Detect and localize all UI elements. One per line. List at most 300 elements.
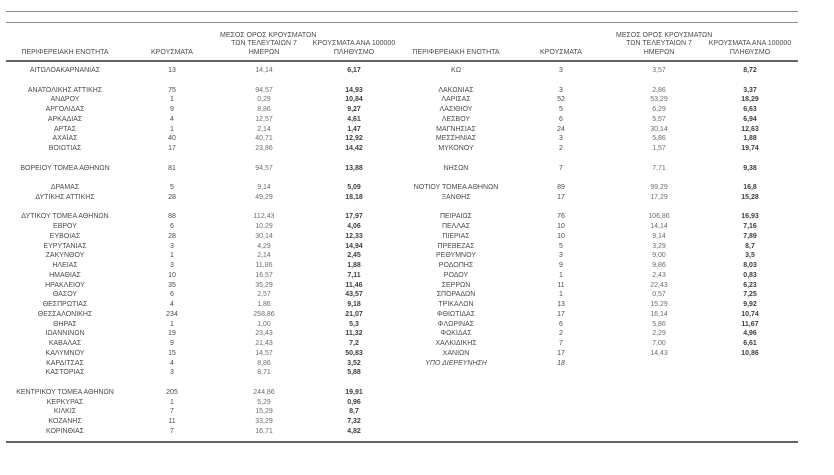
- table-row: [406, 105, 798, 115]
- per100k-cell: 6,63: [743, 106, 757, 113]
- cases-cell: 4: [170, 359, 174, 367]
- avg7-cell: 5,86: [652, 320, 666, 328]
- region-cell: ΑΡΤΑΣ: [53, 125, 77, 133]
- table-row: [6, 329, 400, 339]
- table-row: [6, 134, 400, 144]
- table-row: [406, 261, 798, 271]
- region-cell: ΧΑΝΙΩΝ: [442, 349, 470, 357]
- per100k-cell: 4,06: [347, 223, 361, 230]
- per100k-cell: 4,96: [743, 330, 757, 338]
- region-cell: ΧΑΛΚΙΔΙΚΗΣ: [435, 340, 477, 347]
- per100k-cell: 17,97: [345, 213, 363, 221]
- table-row: [406, 86, 798, 96]
- region-cell: ΚΑΛΥΜΝΟΥ: [45, 349, 85, 357]
- table-header-row: [6, 28, 400, 60]
- per100k-cell: 1,47: [347, 125, 361, 133]
- per100k-cell: 14,94: [345, 242, 363, 250]
- region-cell: ΘΕΣΠΡΩΤΙΑΣ: [42, 301, 88, 308]
- avg7-cell: 30,14: [650, 125, 668, 133]
- per100k-cell: 4,61: [347, 115, 361, 123]
- region-cell: ΗΡΑΚΛΕΙΟΥ: [45, 281, 85, 289]
- cases-cell: 18: [557, 359, 565, 367]
- table-row: [6, 105, 400, 115]
- table-row: [6, 320, 400, 330]
- table-row: [6, 164, 400, 174]
- table-row: [6, 417, 400, 427]
- per100k-cell: 19,74: [741, 145, 759, 152]
- cases-cell: 28: [168, 193, 176, 201]
- region-cell: ΦΩΚΙΔΑΣ: [440, 330, 472, 338]
- table-row: [6, 261, 400, 271]
- cases-cell: 81: [168, 164, 176, 172]
- table-left-pane: [6, 28, 400, 437]
- top-border-line: [6, 11, 798, 12]
- avg7-cell: 11,86: [255, 262, 273, 269]
- header-per100k-line2: ΠΛΗΘΥΣΜΟ: [333, 48, 375, 56]
- avg7-cell: 8,86: [257, 359, 271, 367]
- cases-cell: 17: [168, 145, 176, 152]
- avg7-cell: 0,29: [257, 96, 271, 104]
- per100k-cell: 10,86: [741, 349, 759, 357]
- cases-cell: 24: [557, 125, 565, 133]
- avg7-cell: 14,14: [255, 67, 273, 74]
- cases-cell: 3: [559, 135, 563, 143]
- cases-cell: 89: [557, 184, 565, 191]
- avg7-cell: 5,86: [652, 135, 666, 143]
- per100k-cell: 12,92: [345, 135, 363, 143]
- cases-cell: 234: [166, 310, 178, 318]
- cases-cell: 9: [559, 262, 563, 269]
- avg7-cell: 23,86: [255, 145, 273, 152]
- per100k-cell: [308, 378, 400, 388]
- cases-cell: 205: [166, 388, 178, 396]
- avg7-cell: 15,29: [255, 408, 273, 416]
- cases-cell: 9: [170, 340, 174, 347]
- per100k-cell: 3,52: [347, 359, 361, 367]
- region-cell: ΣΠΟΡΑΔΩΝ: [436, 291, 476, 299]
- per100k-cell: 10,84: [345, 96, 363, 104]
- table-row: [406, 320, 798, 330]
- header-avg7-line2: ΤΩΝ ΤΕΛΕΥΤΑΙΩΝ 7: [626, 40, 692, 47]
- cases-cell: 1: [170, 125, 174, 133]
- avg7-cell: 40,71: [255, 135, 273, 143]
- header-per100k-line1: ΚΡΟΥΣΜΑΤΑ ΑΝΑ 100000: [708, 40, 792, 47]
- per100k-cell: 3,37: [743, 86, 757, 94]
- table-row-spacer: [6, 154, 400, 164]
- table-row: [406, 339, 798, 349]
- table-row: [6, 212, 400, 222]
- avg7-cell: 16,14: [650, 310, 668, 318]
- table-row: [406, 222, 798, 232]
- header-avg7-line1: ΜΕΣΟΣ ΟΡΟΣ ΚΡΟΥΣΜΑΤΩΝ: [220, 31, 317, 39]
- avg7-cell: 12,57: [255, 115, 273, 123]
- table-row: [406, 232, 798, 242]
- per100k-cell: 6,17: [347, 67, 361, 74]
- per100k-cell: [308, 154, 400, 164]
- cases-cell: [506, 76, 616, 86]
- region-cell: ΖΑΚΥΝΘΟΥ: [45, 252, 85, 260]
- avg7-cell: 2,86: [652, 86, 666, 94]
- per100k-cell: 6,61: [743, 340, 757, 347]
- region-cell: ΛΑΚΩΝΙΑΣ: [438, 86, 474, 94]
- cases-cell: [124, 154, 220, 164]
- cases-cell: 52: [557, 96, 565, 104]
- region-cell: ΙΩΑΝΝΙΝΩΝ: [45, 330, 85, 338]
- table-row-spacer: [406, 173, 798, 183]
- region-cell: ΒΟΙΩΤΙΑΣ: [48, 145, 82, 152]
- cases-cell: [124, 378, 220, 388]
- cases-cell: 3: [170, 262, 174, 269]
- avg7-cell: 112,43: [253, 213, 275, 221]
- table-row: [406, 115, 798, 125]
- avg7-cell: [616, 173, 702, 183]
- per100k-cell: 11,67: [741, 320, 759, 328]
- table-row-spacer: [406, 154, 798, 164]
- avg7-cell: 22,43: [650, 281, 668, 289]
- per100k-cell: 16,8: [743, 184, 757, 191]
- cases-cell: 7: [170, 427, 174, 435]
- per100k-cell: 8,7: [745, 242, 755, 250]
- table-row: [406, 329, 798, 339]
- table-row: [6, 125, 400, 135]
- per100k-cell: 1,88: [743, 135, 757, 143]
- avg7-cell: 21,43: [255, 340, 273, 347]
- header-cases: ΚΡΟΥΣΜΑΤΑ: [540, 48, 582, 56]
- region-cell: ΠΡΕΒΕΖΑΣ: [437, 242, 475, 250]
- region-cell: ΡΟΔΟΥ: [443, 271, 469, 279]
- avg7-cell: 9,00: [652, 252, 666, 260]
- table-row: [6, 290, 400, 300]
- avg7-cell: 9,86: [652, 262, 666, 269]
- region-cell: ΑΙΤΩΛΟΑΚΑΡΝΑΝΙΑΣ: [29, 67, 101, 74]
- table-row: [6, 359, 400, 369]
- avg7-cell: [220, 173, 308, 183]
- bottom-border-line: [6, 441, 798, 443]
- region-cell: ΡΕΘΥΜΝΟΥ: [435, 252, 476, 260]
- avg7-cell: 2,14: [257, 125, 271, 133]
- region-cell: ΑΝΔΡΟΥ: [50, 96, 80, 104]
- table-row: [6, 86, 400, 96]
- avg7-cell: 99,29: [650, 184, 668, 191]
- avg7-cell: 49,29: [255, 193, 273, 201]
- avg7-cell: 2,14: [257, 252, 271, 260]
- region-cell: ΜΕΣΣΗΝΙΑΣ: [435, 135, 477, 143]
- table-row: [406, 66, 798, 76]
- region-cell: ΚΑΣΤΟΡΙΑΣ: [45, 369, 85, 377]
- avg7-cell: 94,57: [255, 164, 273, 172]
- per100k-cell: 18,18: [345, 193, 363, 201]
- per100k-cell: [702, 203, 798, 213]
- region-cell: ΛΕΣΒΟΥ: [441, 115, 471, 123]
- cases-cell: 1: [559, 271, 563, 279]
- avg7-cell: 1,86: [257, 301, 271, 308]
- per100k-cell: [702, 173, 798, 183]
- avg7-cell: 9,14: [257, 184, 271, 191]
- per100k-cell: 9,92: [743, 301, 757, 308]
- region-cell: ΔΥΤΙΚΗΣ ΑΤΤΙΚΗΣ: [35, 193, 95, 201]
- per100k-cell: 7,2: [349, 340, 359, 347]
- region-cell: ΥΠΟ ΔΙΕΡΕΥΝΗΣΗ: [425, 359, 487, 367]
- region-cell: ΚΟΡΙΝΘΙΑΣ: [46, 427, 84, 435]
- table-header-row: [406, 28, 798, 60]
- cases-cell: 1: [170, 252, 174, 260]
- avg7-cell: 2,57: [257, 291, 271, 299]
- table-row: [406, 310, 798, 320]
- table-row: [6, 193, 400, 203]
- region-cell: [6, 173, 124, 183]
- cases-cell: 6: [170, 223, 174, 230]
- region-cell: ΑΝΑΤΟΛΙΚΗΣ ΑΤΤΙΚΗΣ: [27, 86, 103, 94]
- region-cell: ΜΥΚΟΝΟΥ: [438, 145, 474, 152]
- avg7-cell: 7,71: [652, 164, 666, 172]
- per100k-cell: 8,72: [743, 67, 757, 74]
- cases-cell: 7: [559, 340, 563, 347]
- header-per100k: [702, 40, 798, 60]
- cases-cell: 3: [170, 242, 174, 250]
- cases-cell: 10: [168, 271, 176, 279]
- region-cell: ΠΕΛΛΑΣ: [441, 223, 471, 230]
- avg7-cell: 106,86: [648, 213, 670, 221]
- table-row: [6, 300, 400, 310]
- region-cell: ΦΛΩΡΙΝΑΣ: [437, 320, 475, 328]
- region-cell: ΚΑΡΔΙΤΣΑΣ: [46, 359, 84, 367]
- avg7-cell: [616, 154, 702, 164]
- region-cell: [406, 154, 506, 164]
- avg7-cell: 30,14: [255, 232, 273, 240]
- cases-cell: 17: [557, 349, 565, 357]
- per100k-cell: 43,57: [345, 291, 363, 299]
- table-row: [6, 251, 400, 261]
- region-cell: ΚΕΝΤΡΙΚΟΥ ΤΟΜΕΑ ΑΘΗΝΩΝ: [16, 388, 114, 396]
- table-row: [6, 349, 400, 359]
- table-row: [406, 281, 798, 291]
- region-cell: ΒΟΡΕΙΟΥ ΤΟΜΕΑ ΑΘΗΝΩΝ: [20, 164, 110, 172]
- region-cell: ΚΑΒΑΛΑΣ: [48, 340, 82, 347]
- region-cell: ΚΟΖΑΝΗΣ: [48, 418, 82, 425]
- table-row: [6, 242, 400, 252]
- region-cell: ΝΗΣΩΝ: [443, 164, 469, 172]
- table-row: [406, 290, 798, 300]
- region-cell: [406, 76, 506, 86]
- avg7-cell: [616, 359, 702, 369]
- cases-cell: 5: [559, 106, 563, 113]
- cases-cell: 6: [559, 115, 563, 123]
- header-avg7-line3: ΗΜΕΡΩΝ: [248, 48, 280, 56]
- table-row-spacer: [406, 203, 798, 213]
- avg7-cell: 2,29: [652, 330, 666, 338]
- per100k-cell: 11,32: [345, 330, 363, 338]
- region-cell: [6, 378, 124, 388]
- cases-cell: 10: [557, 223, 565, 230]
- avg7-cell: 258,86: [253, 310, 275, 318]
- avg7-cell: 3,57: [652, 67, 666, 74]
- avg7-cell: 4,29: [257, 242, 271, 250]
- header-per100k-line1: ΚΡΟΥΣΜΑΤΑ ΑΝΑ 100000: [312, 40, 396, 47]
- per100k-cell: 1,88: [347, 262, 361, 269]
- cases-cell: 88: [168, 213, 176, 221]
- cases-cell: 4: [170, 301, 174, 308]
- header-avg7-line3: ΗΜΕΡΩΝ: [643, 48, 675, 56]
- avg7-cell: 0,57: [652, 291, 666, 299]
- avg7-cell: 1,00: [257, 320, 271, 328]
- header-per100k: [308, 40, 400, 60]
- table-row: [6, 115, 400, 125]
- avg7-cell: [616, 203, 702, 213]
- per100k-cell: 11,46: [345, 281, 363, 289]
- region-cell: ΘΕΣΣΑΛΟΝΙΚΗΣ: [37, 310, 93, 318]
- avg7-cell: 94,57: [255, 86, 273, 94]
- cases-cell: 6: [559, 320, 563, 328]
- avg7-cell: 17,29: [650, 193, 668, 201]
- region-cell: ΑΧΑΪΑΣ: [52, 135, 78, 143]
- per100k-cell: 0,83: [743, 271, 757, 279]
- cases-cell: 5: [559, 242, 563, 250]
- region-cell: ΝΟΤΙΟΥ ΤΟΜΕΑ ΑΘΗΝΩΝ: [413, 184, 499, 191]
- header-avg7-line1: ΜΕΣΟΣ ΟΡΟΣ ΚΡΟΥΣΜΑΤΩΝ: [616, 31, 713, 39]
- avg7-cell: 14,57: [255, 349, 273, 357]
- region-cell: ΕΥΒΟΙΑΣ: [49, 232, 81, 240]
- region-cell: ΚΕΡΚΥΡΑΣ: [46, 398, 84, 406]
- region-cell: ΘΑΣΟΥ: [52, 291, 78, 299]
- region-cell: ΑΡΓΟΛΙΔΑΣ: [45, 106, 85, 113]
- avg7-cell: [220, 154, 308, 164]
- table-row: [406, 125, 798, 135]
- region-cell: ΚΙΛΚΙΣ: [53, 408, 77, 416]
- cases-cell: [124, 203, 220, 213]
- per100k-cell: [702, 76, 798, 86]
- cases-cell: 7: [559, 164, 563, 172]
- table-row: [406, 183, 798, 193]
- cases-cell: 76: [557, 213, 565, 221]
- table-row: [6, 232, 400, 242]
- cases-cell: 17: [557, 193, 565, 201]
- table-row: [6, 281, 400, 291]
- avg7-cell: [220, 378, 308, 388]
- cases-cell: 1: [170, 320, 174, 328]
- region-cell: ΞΑΝΘΗΣ: [441, 193, 471, 201]
- cases-cell: 17: [557, 310, 565, 318]
- per100k-cell: 13,88: [345, 164, 363, 172]
- table-row: [6, 144, 400, 154]
- region-cell: ΑΡΚΑΔΙΑΣ: [47, 115, 83, 123]
- per100k-cell: 16,93: [741, 213, 759, 221]
- table-row: [6, 222, 400, 232]
- cases-cell: 7: [170, 408, 174, 416]
- cases-cell: 1: [170, 96, 174, 104]
- table-row: [406, 193, 798, 203]
- table-row: [6, 407, 400, 417]
- cases-cell: 1: [170, 398, 174, 406]
- region-cell: [406, 173, 506, 183]
- avg7-cell: 7,00: [652, 340, 666, 347]
- cases-cell: [506, 154, 616, 164]
- per100k-cell: 5,09: [347, 184, 361, 191]
- avg7-cell: 53,29: [650, 96, 668, 104]
- cases-cell: 3: [559, 86, 563, 94]
- per100k-cell: 3,5: [745, 252, 755, 260]
- region-cell: [6, 154, 124, 164]
- per100k-cell: 5,3: [349, 320, 359, 328]
- region-cell: ΡΟΔΟΠΗΣ: [438, 262, 474, 269]
- per100k-cell: 4,82: [347, 427, 361, 435]
- per100k-cell: [308, 76, 400, 86]
- avg7-cell: 10,29: [255, 223, 273, 230]
- cases-cell: 9: [170, 106, 174, 113]
- per100k-cell: 7,11: [347, 271, 361, 279]
- avg7-cell: 5,57: [652, 115, 666, 123]
- table-row: [406, 242, 798, 252]
- avg7-cell: 9,14: [652, 232, 666, 240]
- region-cell: ΛΑΡΙΣΑΣ: [441, 96, 471, 104]
- cases-cell: 19: [168, 330, 176, 338]
- cases-cell: 35: [168, 281, 176, 289]
- per100k-cell: 6,23: [743, 281, 757, 289]
- table-row: [406, 212, 798, 222]
- cases-cell: [124, 76, 220, 86]
- avg7-cell: 8,71: [257, 369, 271, 377]
- avg7-cell: 16,57: [255, 271, 273, 279]
- region-cell: ΘΗΡΑΣ: [53, 320, 77, 328]
- avg7-cell: 5,29: [257, 398, 271, 406]
- region-cell: ΔΥΤΙΚΟΥ ΤΟΜΕΑ ΑΘΗΝΩΝ: [21, 213, 109, 221]
- table-row: [6, 388, 400, 398]
- per100k-cell: [308, 173, 400, 183]
- region-cell: ΠΕΙΡΑΙΩΣ: [440, 213, 472, 221]
- table-row-spacer: [6, 76, 400, 86]
- header-avg7: [616, 31, 713, 61]
- table-row: [6, 368, 400, 378]
- header-avg7-line2: ΤΩΝ ΤΕΛΕΥΤΑΙΩΝ 7: [231, 40, 297, 47]
- per100k-cell: 8,7: [349, 408, 359, 416]
- per100k-cell: 6,94: [743, 115, 757, 123]
- avg7-cell: 16,71: [255, 427, 273, 435]
- table-row: [6, 427, 400, 437]
- region-cell: ΕΥΡΥΤΑΝΙΑΣ: [43, 242, 87, 250]
- cases-cell: 2: [559, 330, 563, 338]
- avg7-cell: 35,29: [255, 281, 273, 289]
- per100k-cell: 9,27: [347, 106, 361, 113]
- per100k-cell: 2,45: [347, 252, 361, 260]
- avg7-cell: 14,14: [650, 223, 668, 230]
- table-row: [406, 144, 798, 154]
- per100k-cell: [702, 359, 798, 369]
- per100k-cell: 18,29: [741, 96, 759, 104]
- cases-cell: 40: [168, 135, 176, 143]
- region-cell: ΕΒΡΟΥ: [53, 223, 77, 230]
- region-cell: ΚΩ: [451, 67, 461, 74]
- table-row-spacer: [6, 378, 400, 388]
- region-cell: [406, 203, 506, 213]
- cases-cell: 3: [170, 369, 174, 377]
- table-row-spacer: [6, 203, 400, 213]
- cases-cell: [124, 173, 220, 183]
- per100k-cell: [702, 154, 798, 164]
- table-row-spacer: [406, 76, 798, 86]
- header-cases: ΚΡΟΥΣΜΑΤΑ: [151, 48, 193, 56]
- header-per100k-line2: ΠΛΗΘΥΣΜΟ: [729, 48, 771, 56]
- cases-cell: [506, 203, 616, 213]
- avg7-cell: 2,43: [652, 271, 666, 279]
- table-row: [406, 271, 798, 281]
- table-row: [406, 95, 798, 105]
- region-cell: ΠΙΕΡΙΑΣ: [442, 232, 470, 240]
- cases-cell: 10: [557, 232, 565, 240]
- table-body-right: [406, 66, 798, 368]
- region-cell: [6, 76, 124, 86]
- table-row: [406, 134, 798, 144]
- header-avg7: [220, 31, 317, 61]
- table-row: [6, 339, 400, 349]
